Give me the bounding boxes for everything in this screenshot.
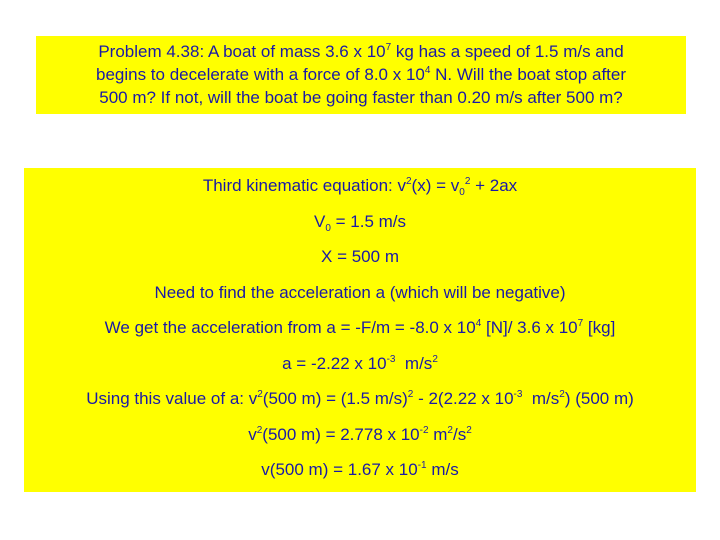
need-acceleration-line: Need to find the acceleration a (which will be negative) <box>154 282 566 302</box>
problem-statement-box <box>36 36 686 114</box>
final-velocity-line: v(500 m) = 1.67 x $10^{-1}$ m/s <box>261 460 459 479</box>
kinematic-equation-line: Third kinematic equation: $v^2(x) = v_0^2 + 2ax$ <box>202 176 518 198</box>
acceleration-formula-line: We get the acceleration from a = -F/m = -8.0 x $10^4$ [N]/ 3.6 x $10^7$ [kg] <box>104 318 616 337</box>
problem-line-2: begins to decelerate with a force of 8.0 x $10^4$ N. Will the boat stop after <box>95 65 627 84</box>
initial-velocity-line: $V_0 = 1.5$ m/s <box>313 211 407 234</box>
problem-line-3: 500 m? If not, will the boat be going faster than 0.20 m/s after 500 m? <box>99 88 623 107</box>
acceleration-result-line: a = -2.22 x $10^{-3}$ $m/s^2$ <box>282 353 438 373</box>
solution-box <box>24 168 696 492</box>
problem-line-1: Problem 4.38: A boat of mass 3.6 x $10^7$ kg has a speed of 1.5 m/s and <box>98 42 624 61</box>
substitution-line: Using this value of a: $v^2(500$ m) = (1.5 m/s)$^2$ - 2(2.22 x $10^{-3}$ $m/s^2$) (500 m) <box>86 389 634 408</box>
velocity-squared-result-line: $v^2(500$ m) = 2.778 x $10^{-2}$ $m^2/s^2$ <box>248 424 472 444</box>
distance-line: X = 500 m <box>321 247 399 266</box>
